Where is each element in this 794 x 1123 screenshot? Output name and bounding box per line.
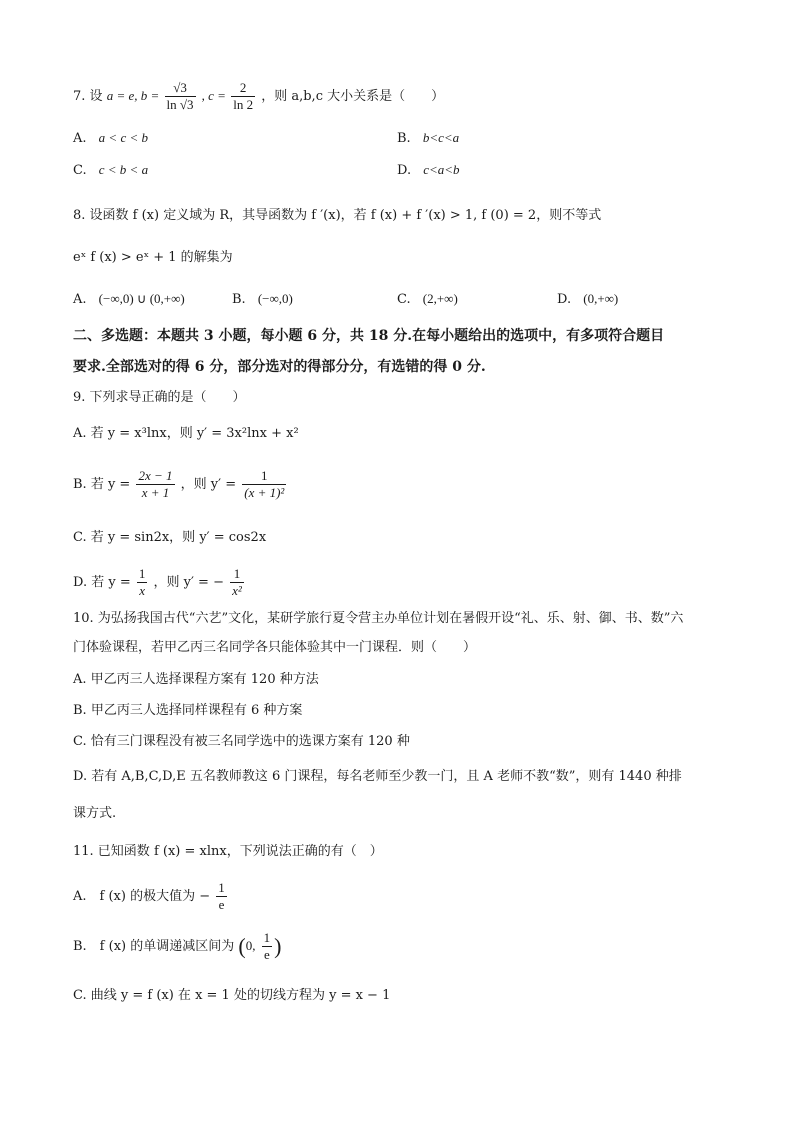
q10-option-b: B. 甲乙丙三人选择同样课程有 6 种方案 [73, 703, 303, 718]
q10-option-a: A. 甲乙丙三人选择课程方案有 120 种方法 [73, 672, 319, 687]
q9-option-d-prefix: D. 若 y = [73, 575, 135, 590]
q7-option-c [73, 160, 148, 181]
q7-fraction-c [231, 80, 255, 113]
q11-b-den: e [263, 947, 270, 962]
q8-option-a [73, 289, 185, 310]
q11-right-paren: ) [274, 933, 282, 959]
q7-prefix: 7. 设 [73, 89, 103, 104]
q9-option-a: A. 若 y = x³lnx，则 y′ = 3x²lnx + x² [73, 426, 299, 441]
q7-option-c-text: c < b < a [98, 162, 149, 177]
q8-option-c-text: (2,+∞) [422, 291, 458, 306]
q10-option-c: C. 恰有三门课程没有被三名同学选中的选课方案有 120 种 [73, 734, 410, 749]
section2-heading-line1: 二、多选题：本题共 3 小题，每小题 6 分，共 18 分.在每小题给出的选项中，有多项符合题目 [73, 328, 665, 344]
q8-stem-line2: eˣ f (x) > eˣ + 1 的解集为 [73, 250, 233, 265]
q7-stem [73, 80, 444, 113]
q9-option-b-fraction1 [136, 468, 174, 501]
q10-option-d-line1: D. 若有 A,B,C,D,E 五名教师教这 6 门课程，每名老师至少教一门，且 A 老师不教“数”，则有 1440 种排 [73, 769, 682, 784]
q8-stem-line1: 8. 设函数 f (x) 定义域为 R，其导函数为 f ′(x)，若 f (x) + f ′(x) > 1, f (0) = 2，则不等式 [73, 208, 602, 223]
q8-option-d-label: D. [557, 292, 572, 307]
q11-a-den: e [218, 897, 225, 912]
q7-option-c-label: C. [73, 163, 87, 178]
q11-option-c: C. 曲线 y = f (x) 在 x = 1 处的切线方程为 y = x − 1 [73, 988, 391, 1003]
q9-b-f1-num: 2x − 1 [138, 468, 173, 483]
q7-option-b-label: B. [397, 131, 411, 146]
q8-option-d-text: (0,+∞) [583, 291, 619, 306]
q10-option-d-line2: 课方式. [73, 806, 117, 821]
q11-option-a [73, 880, 229, 913]
q7-frac1-den: ln √3 [166, 97, 194, 112]
q9-b-f2-den: (x + 1)² [244, 485, 285, 500]
q9-b-f2-num: 1 [242, 468, 286, 485]
q9-b-f1-den: x + 1 [141, 485, 170, 500]
q11-option-b-prefix: B. f (x) 的单调递减区间为 [73, 939, 235, 954]
q8-option-b-text: (−∞,0) [257, 291, 293, 306]
section2-heading-line2: 要求.全部选对的得 6 分，部分选对的得部分分，有选错的得 0 分. [73, 359, 486, 375]
q9-option-b-prefix: B. 若 y = [73, 477, 135, 492]
q10-stem-line2: 门体验课程，若甲乙丙三名同学各只能体验其中一门课程．则（ ） [73, 640, 477, 655]
q7-frac1-num: √3 [165, 80, 196, 97]
q11-b-num: 1 [263, 930, 271, 945]
q9-d-f1-num: 1 [138, 566, 146, 581]
q7-option-d-label: D. [397, 163, 412, 178]
q9-d-f1-den: x [139, 583, 145, 598]
q9-option-b-fraction2 [242, 468, 286, 501]
q8-option-c [397, 289, 458, 310]
q8-option-d [557, 289, 618, 310]
q11-left-paren: ( [238, 933, 246, 959]
q11-option-b-inner: 0, [245, 938, 256, 953]
q11-option-a-fraction [216, 880, 227, 913]
q11-option-b-fraction [262, 930, 273, 963]
q11-option-b [73, 930, 281, 963]
q7-frac2-num: 2 [231, 80, 255, 97]
q7-option-d [397, 160, 460, 181]
q11-stem: 11. 已知函数 f (x) = xlnx，下列说法正确的有（ ） [73, 844, 383, 859]
q9-d-f2-den: x² [232, 583, 242, 598]
q7-option-b-text: b<c<a [422, 130, 460, 145]
q7-option-b [397, 128, 459, 149]
q7-option-a [73, 128, 148, 149]
q9-option-d-mid: ，则 y′ = − [153, 575, 224, 590]
q8-option-c-label: C. [397, 292, 411, 307]
q7-option-a-label: A. [73, 131, 87, 146]
q7-fraction-b [165, 80, 196, 113]
q8-option-a-label: A. [73, 292, 87, 307]
q7-expr: a = e, b = [106, 88, 163, 103]
q9-stem: 9. 下列求导正确的是（ ） [73, 390, 246, 405]
q9-option-c: C. 若 y = sin2x，则 y′ = cos2x [73, 530, 267, 545]
q7-suffix: ，则 a,b,c 大小关系是（ ） [261, 89, 445, 104]
q7-frac2-den: ln 2 [233, 97, 254, 112]
q9-option-d [73, 566, 246, 599]
q8-option-b [232, 289, 293, 310]
q9-d-f2-num: 1 [230, 566, 244, 583]
q10-stem-line1: 10. 为弘扬我国古代“六艺”文化，某研学旅行夏令营主办单位计划在暑假开设“礼、乐、射、御、书、数”六 [73, 611, 684, 626]
q8-option-a-text: (−∞,0) ∪ (0,+∞) [98, 291, 185, 306]
q7-mid: , c = [201, 88, 230, 103]
q11-option-a-prefix: A. f (x) 的极大值为 − [73, 889, 211, 904]
q9-option-d-fraction1 [137, 566, 148, 599]
q7-option-d-text: c<a<b [423, 162, 460, 177]
q11-a-num: 1 [218, 880, 225, 895]
q7-option-a-text: a < c < b [98, 130, 148, 145]
q9-option-d-fraction2 [230, 566, 244, 599]
q8-option-b-label: B. [232, 292, 246, 307]
q9-option-b-mid: ，则 y′ = [180, 477, 241, 492]
q9-option-b [73, 468, 288, 501]
